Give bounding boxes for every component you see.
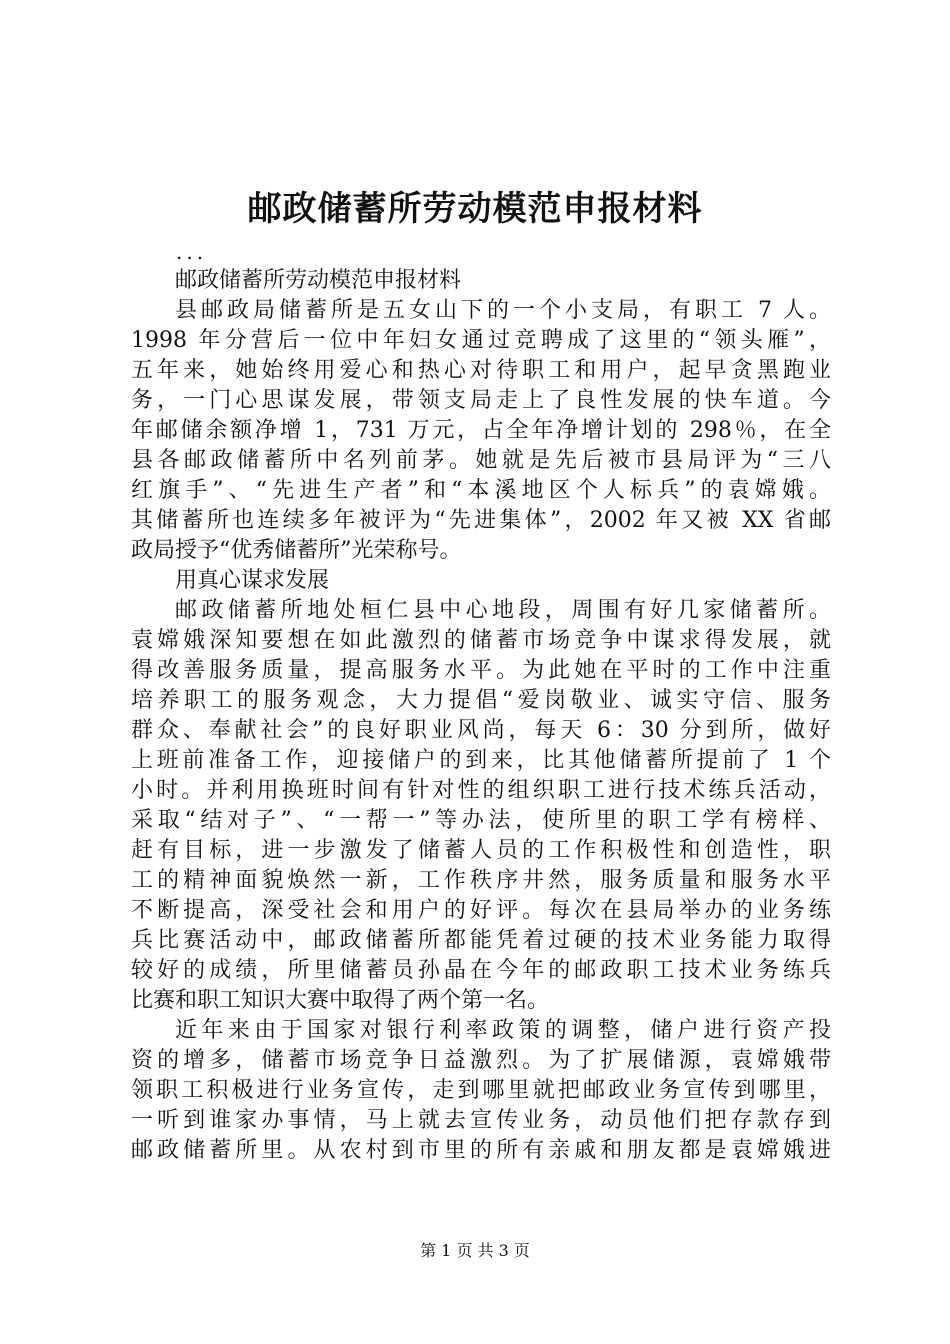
body-line: 年邮储余额净增 1，731 万元，占全年净增计划的 298％，在全 <box>131 418 831 443</box>
body-line: 近年来由于国家对银行利率政策的调整，储户进行资产投 <box>175 1018 831 1043</box>
body-line: 采取“结对子”、“一帮一”等办法，使所里的职工学有榜样、 <box>131 808 831 833</box>
body-line: 政局授予“优秀储蓄所”光荣称号。 <box>131 538 462 563</box>
body-line: 培养职工的服务观念，大力提倡“爱岗敬业、诚实守信、服务 <box>131 688 831 713</box>
body-line: 领职工积极进行业务宣传，走到哪里就把邮政业务宣传到哪里， <box>131 1078 831 1103</box>
body-line: 五年来，她始终用爱心和热心对待职工和用户，起早贪黑跑业 <box>131 358 831 383</box>
body-line: 小时。并利用换班时间有针对性的组织职工进行技术练兵活动， <box>131 778 831 803</box>
body-line: 群众、奉献社会”的良好职业风尚，每天 6：30 分到所，做好 <box>131 718 831 743</box>
body-line: 不断提高，深受社会和用户的好评。每次在县局举办的业务练 <box>131 898 831 923</box>
body-line: 赶有目标，进一步激发了储蓄人员的工作积极性和创造性，职 <box>131 838 831 863</box>
section-heading: 用真心谋求发展 <box>175 568 330 593</box>
body-line: 务，一门心思谋发展，带领支局走上了良性发展的快车道。今 <box>131 388 831 413</box>
body-line: 资的增多，储蓄市场竞争日益激烈。为了扩展储源，袁嫦娥带 <box>131 1048 831 1073</box>
body-line: 其储蓄所也连续多年被评为“先进集体”，2002 年又被 XX 省邮 <box>131 508 831 533</box>
body-line: 县邮政局储蓄所是五女山下的一个小支局，有职工 7 人。 <box>175 298 831 323</box>
ellipsis-marker: ... <box>176 240 208 264</box>
body-line: 工的精神面貌焕然一新，工作秩序井然，服务质量和服务水平 <box>131 868 831 893</box>
body-line: 红旗手”、“先进生产者”和“本溪地区个人标兵”的袁嫦娥。 <box>131 478 831 503</box>
body-line: 得改善服务质量，提高服务水平。为此她在平时的工作中注重 <box>131 658 831 683</box>
body-line: 兵比赛活动中，邮政储蓄所都能凭着过硬的技术业务能力取得 <box>131 928 831 953</box>
body-line: 一听到谁家办事情，马上就去宣传业务，动员他们把存款存到 <box>131 1108 831 1133</box>
body-line: 上班前准备工作，迎接储户的到来，比其他储蓄所提前了 1 个 <box>131 748 831 773</box>
body-line: 袁嫦娥深知要想在如此激烈的储蓄市场竞争中谋求得发展，就 <box>131 628 831 653</box>
body-line: 较好的成绩，所里储蓄员孙晶在今年的邮政职工技术业务练兵 <box>131 958 831 983</box>
document-body <box>131 266 831 1166</box>
body-line: 县各邮政储蓄所中名列前茅。她就是先后被市县局评为“三八 <box>131 448 831 473</box>
body-line: 邮政储蓄所地处桓仁县中心地段，周围有好几家储蓄所。 <box>175 598 831 623</box>
body-line: 邮政储蓄所劳动模范申报材料 <box>175 268 462 293</box>
document-title: 邮政储蓄所劳动模范申报材料 <box>247 189 703 229</box>
body-line: 1998 年分营后一位中年妇女通过竞聘成了这里的“领头雁”， <box>131 328 831 353</box>
body-line: 比赛和职工知识大赛中取得了两个第一名。 <box>131 988 550 1013</box>
body-line: 邮政储蓄所里。从农村到市里的所有亲戚和朋友都是袁嫦娥进 <box>131 1138 831 1163</box>
page-indicator: 第 1 页 共 3 页 <box>420 1241 530 1260</box>
